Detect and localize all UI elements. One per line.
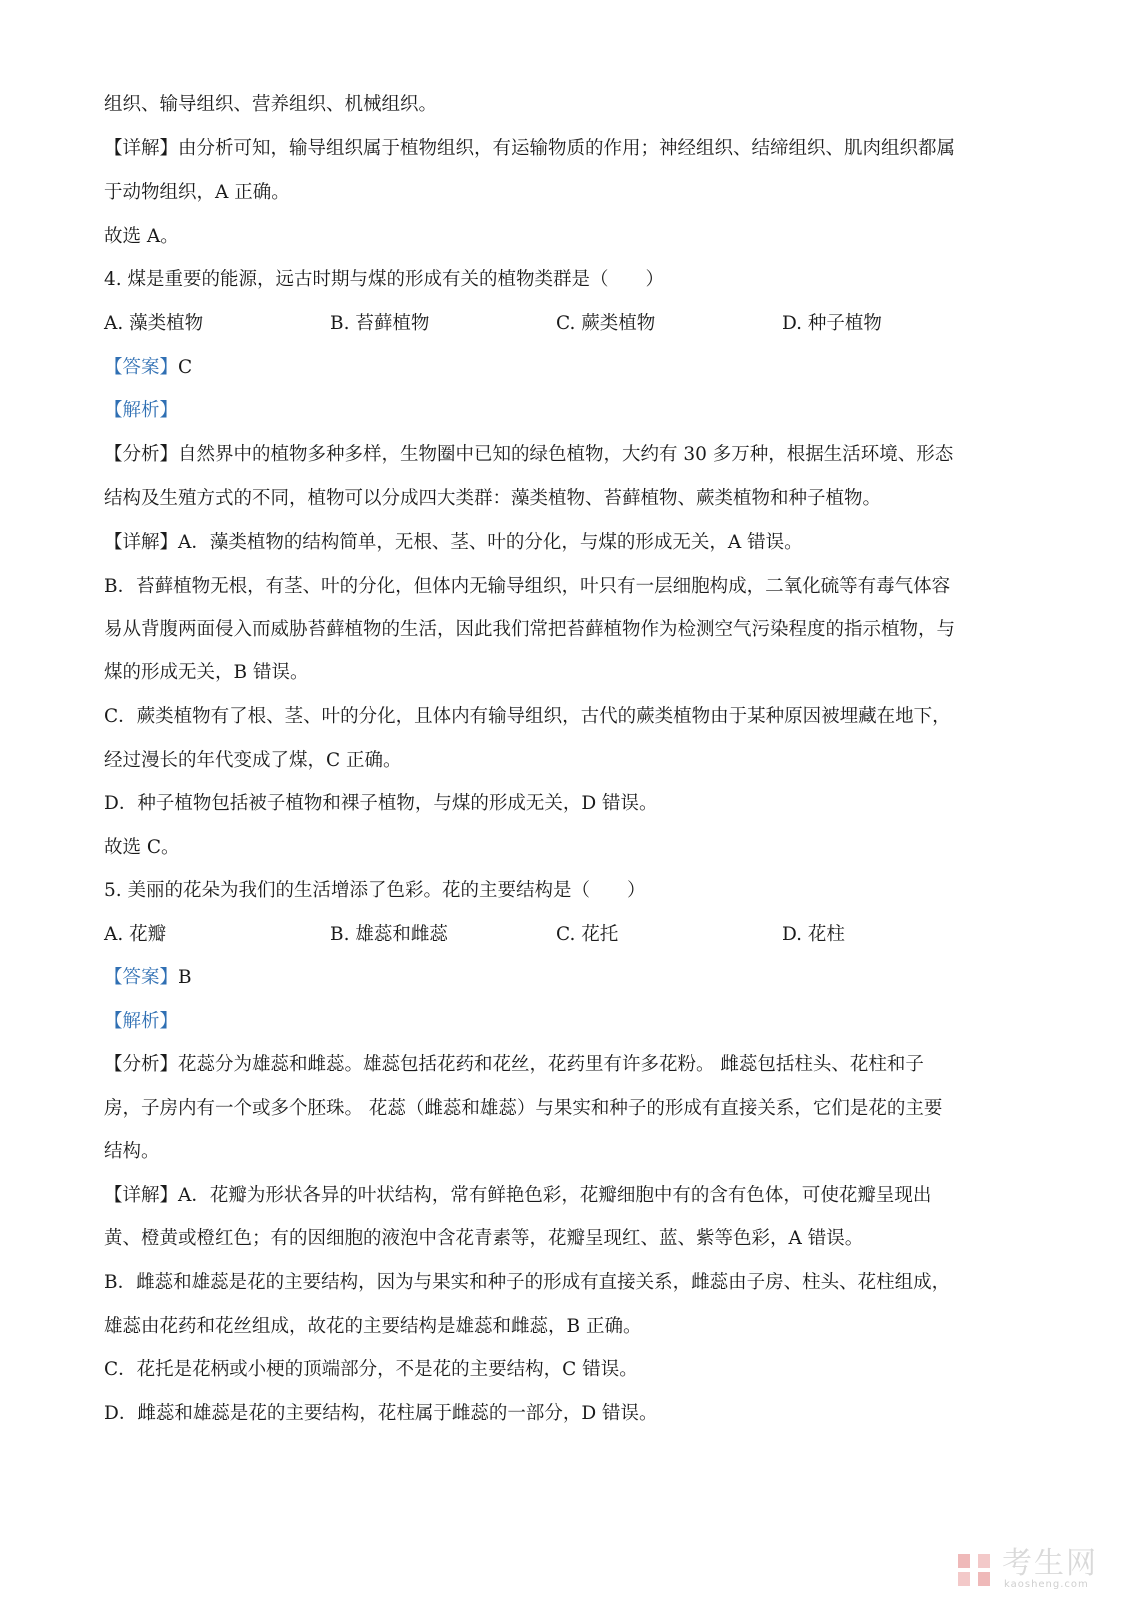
question-5-stem: 5. 美丽的花朵为我们的生活增添了色彩。花的主要结构是（ ） xyxy=(104,880,646,901)
q5-answer xyxy=(104,966,192,990)
q5-option-a: A. 花瓣 xyxy=(104,924,167,945)
q4-option-a: A. 藻类植物 xyxy=(104,313,204,334)
q4-analysis-label: 【解析】 xyxy=(104,400,179,421)
text-line: C．蕨类植物有了根、茎、叶的分化，且体内有输导组织，古代的蕨类植物由于某种原因被埋藏在地下， xyxy=(104,706,951,727)
text-line: 故选 C。 xyxy=(104,837,180,858)
answer-label: 【答案】 xyxy=(104,357,179,378)
text-line: 【分析】自然界中的植物多种多样，生物圈中已知的绿色植物，大约有 30 多万种，根据生活环境、形态 xyxy=(104,444,954,465)
text-line: 黄、橙黄或橙红色；有的因细胞的液泡中含花青素等，花瓣呈现红、蓝、紫等色彩，A 错误。 xyxy=(104,1228,864,1249)
text-line: 于动物组织，A 正确。 xyxy=(104,182,290,203)
question-4-stem: 4. 煤是重要的能源，远古时期与煤的形成有关的植物类群是（ ） xyxy=(104,269,665,290)
q4-option-b: B. 苔藓植物 xyxy=(330,313,430,334)
answer-label: 【答案】 xyxy=(104,967,179,988)
answer-value: C xyxy=(178,357,193,378)
q5-option-d: D. 花柱 xyxy=(782,924,845,945)
text-line: 煤的形成无关，B 错误。 xyxy=(104,662,309,683)
text-line: 【详解】由分析可知，输导组织属于植物组织，有运输物质的作用；神经组织、结缔组织、肌肉组织都属 xyxy=(104,138,956,159)
watermark-text: 考生网 xyxy=(1002,1546,1098,1581)
q5-option-b: B. 雄蕊和雌蕊 xyxy=(330,924,448,945)
text-line: 结构及生殖方式的不同，植物可以分成四大类群：藻类植物、苔藓植物、蕨类植物和种子植物。 xyxy=(104,488,882,509)
text-line: B．雌蕊和雄蕊是花的主要结构，因为与果实和种子的形成有直接关系，雌蕊由子房、柱头、花柱组成， xyxy=(104,1272,951,1293)
text-line: D．雌蕊和雄蕊是花的主要结构，花柱属于雌蕊的一部分，D 错误。 xyxy=(104,1403,658,1424)
q4-answer xyxy=(104,356,192,380)
q5-analysis-label: 【解析】 xyxy=(104,1011,179,1032)
text-line: 结构。 xyxy=(104,1141,160,1162)
text-line: D．种子植物包括被子植物和裸子植物，与煤的形成无关，D 错误。 xyxy=(104,793,658,814)
text-line: 故选 A。 xyxy=(104,226,179,247)
text-line: 经过漫长的年代变成了煤，C 正确。 xyxy=(104,750,402,771)
q5-option-c: C. 花托 xyxy=(556,924,619,945)
text-line: 【分析】花蕊分为雄蕊和雌蕊。雄蕊包括花药和花丝，花药里有许多花粉。 雌蕊包括柱头、花柱和子 xyxy=(104,1054,924,1075)
kaosheng-logo-icon xyxy=(952,1548,996,1592)
text-line: 【详解】A．花瓣为形状各异的叶状结构，常有鲜艳色彩，花瓣细胞中有的含有色体，可使花瓣呈现出 xyxy=(104,1185,932,1206)
text-line: 雄蕊由花药和花丝组成，故花的主要结构是雄蕊和雌蕊，B 正确。 xyxy=(104,1316,642,1337)
text-line: 组织、输导组织、营养组织、机械组织。 xyxy=(104,94,438,115)
text-line: B．苔藓植物无根，有茎、叶的分化，但体内无输导组织，叶只有一层细胞构成，二氧化硫等有毒气体容 xyxy=(104,576,951,597)
watermark-url: kaosheng.com xyxy=(1004,1579,1089,1590)
text-line: 房，子房内有一个或多个胚珠。 花蕊（雌蕊和雄蕊）与果实和种子的形成有直接关系，它们是花的主要 xyxy=(104,1098,943,1119)
watermark xyxy=(952,1548,1112,1592)
text-line: 【详解】A．藻类植物的结构简单，无根、茎、叶的分化，与煤的形成无关，A 错误。 xyxy=(104,532,803,553)
q4-option-c: C. 蕨类植物 xyxy=(556,313,656,334)
text-line: 易从背腹两面侵入而威胁苔藓植物的生活，因此我们常把苔藓植物作为检测空气污染程度的指示植物，与 xyxy=(104,619,956,640)
text-line: C．花托是花柄或小梗的顶端部分，不是花的主要结构，C 错误。 xyxy=(104,1359,638,1380)
answer-value: B xyxy=(178,967,192,988)
q4-option-d: D. 种子植物 xyxy=(782,313,882,334)
